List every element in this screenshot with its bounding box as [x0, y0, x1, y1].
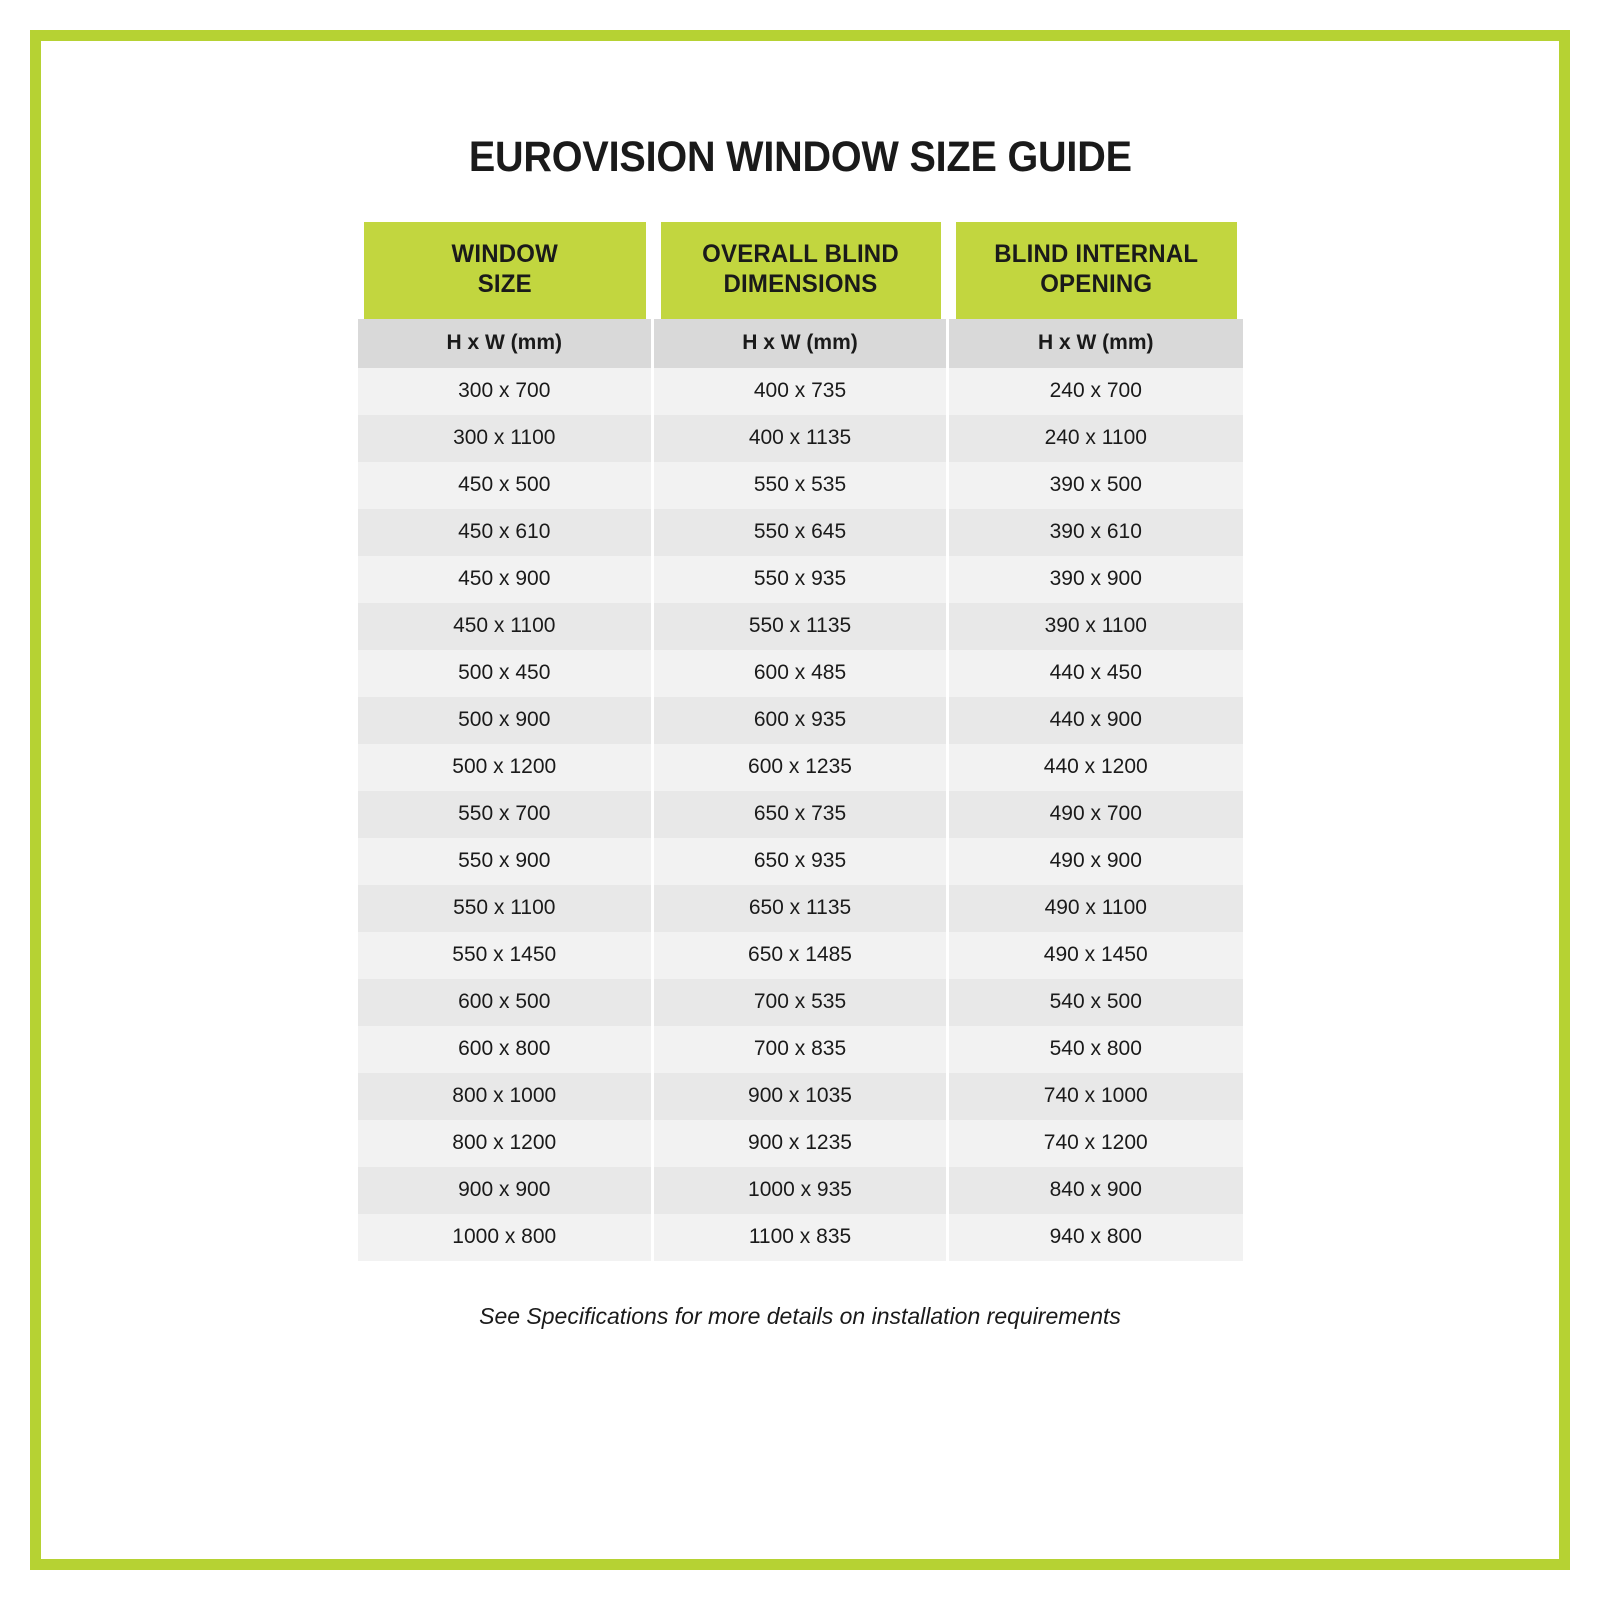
table-cell: 490 x 1450	[948, 932, 1243, 979]
table-cell: 900 x 900	[358, 1167, 653, 1214]
table-cell: 600 x 485	[653, 650, 948, 697]
table-cell: 300 x 1100	[358, 415, 653, 462]
column-header-blind-internal-opening	[953, 222, 1236, 319]
table-cell: 540 x 800	[948, 1026, 1243, 1073]
table-row	[358, 1214, 1243, 1261]
table-cell: 440 x 1200	[948, 744, 1243, 791]
subheader-window-size-units: H x W (mm)	[358, 319, 653, 368]
table-cell: 900 x 1235	[653, 1120, 948, 1167]
table-cell: 650 x 1485	[653, 932, 948, 979]
table-cell: 500 x 900	[358, 697, 653, 744]
table-cell: 390 x 1100	[948, 603, 1243, 650]
table-cell: 650 x 735	[653, 791, 948, 838]
table-cell: 550 x 645	[653, 509, 948, 556]
column-header-overall-blind-dimensions	[658, 222, 941, 319]
table-cell: 550 x 900	[358, 838, 653, 885]
column-header-window-size-line1: WINDOW	[451, 240, 558, 268]
table-cell: 940 x 800	[948, 1214, 1243, 1261]
table-cell: 550 x 935	[653, 556, 948, 603]
table-cell: 800 x 1000	[358, 1073, 653, 1120]
table-cell: 650 x 935	[653, 838, 948, 885]
table-cell: 240 x 700	[948, 368, 1243, 415]
table-cell: 400 x 1135	[653, 415, 948, 462]
table-cell: 740 x 1200	[948, 1120, 1243, 1167]
table-cell: 840 x 900	[948, 1167, 1243, 1214]
document-frame	[30, 30, 1570, 1570]
column-header-blind-internal-opening-line1: BLIND INTERNAL	[993, 240, 1198, 268]
table-cell: 700 x 835	[653, 1026, 948, 1073]
table-cell: 300 x 700	[358, 368, 653, 415]
column-header-window-size-line2: SIZE	[477, 269, 532, 298]
table-row	[358, 556, 1243, 603]
column-header-overall-blind-dimensions-line1: OVERALL BLIND	[701, 240, 899, 268]
table-row	[358, 885, 1243, 932]
table-cell: 240 x 1100	[948, 415, 1243, 462]
column-header-window-size	[363, 222, 646, 319]
table-cell: 550 x 1450	[358, 932, 653, 979]
table-cell: 450 x 1100	[358, 603, 653, 650]
table-row	[358, 1073, 1243, 1120]
table-cell: 390 x 500	[948, 462, 1243, 509]
table-row	[358, 697, 1243, 744]
table-cell: 550 x 1100	[358, 885, 653, 932]
table-row	[358, 509, 1243, 556]
table-row	[358, 979, 1243, 1026]
table-cell: 440 x 450	[948, 650, 1243, 697]
table-cell: 550 x 535	[653, 462, 948, 509]
size-table-wrapper	[358, 222, 1243, 1261]
table-cell: 600 x 500	[358, 979, 653, 1026]
table-cell: 1100 x 835	[653, 1214, 948, 1261]
table-cell: 450 x 610	[358, 509, 653, 556]
table-cell: 700 x 535	[653, 979, 948, 1026]
table-cell: 740 x 1000	[948, 1073, 1243, 1120]
page-title: EUROVISION WINDOW SIZE GUIDE	[468, 133, 1132, 181]
column-header-blind-internal-opening-line2: OPENING	[1039, 269, 1152, 298]
table-subheader-row	[358, 319, 1243, 368]
table-cell: 390 x 900	[948, 556, 1243, 603]
table-row	[358, 1026, 1243, 1073]
column-header-overall-blind-dimensions-line2: DIMENSIONS	[723, 269, 877, 298]
table-cell: 490 x 1100	[948, 885, 1243, 932]
table-cell: 490 x 900	[948, 838, 1243, 885]
table-cell: 450 x 900	[358, 556, 653, 603]
footnote: See Specifications for more details on installation requirements	[479, 1303, 1121, 1329]
subheader-internal-opening-units: H x W (mm)	[948, 319, 1243, 368]
table-cell: 500 x 450	[358, 650, 653, 697]
table-row	[358, 838, 1243, 885]
table-row	[358, 603, 1243, 650]
table-cell: 540 x 500	[948, 979, 1243, 1026]
table-row	[358, 415, 1243, 462]
table-row	[358, 744, 1243, 791]
table-header-row	[358, 222, 1243, 319]
subheader-overall-blind-units: H x W (mm)	[653, 319, 948, 368]
window-size-table	[358, 222, 1243, 1261]
table-row	[358, 650, 1243, 697]
table-cell: 550 x 1135	[653, 603, 948, 650]
table-cell: 600 x 800	[358, 1026, 653, 1073]
table-cell: 400 x 735	[653, 368, 948, 415]
table-row	[358, 1167, 1243, 1214]
table-cell: 500 x 1200	[358, 744, 653, 791]
table-cell: 650 x 1135	[653, 885, 948, 932]
table-cell: 390 x 610	[948, 509, 1243, 556]
table-row	[358, 368, 1243, 415]
table-cell: 550 x 700	[358, 791, 653, 838]
table-row	[358, 1120, 1243, 1167]
table-cell: 800 x 1200	[358, 1120, 653, 1167]
table-cell: 490 x 700	[948, 791, 1243, 838]
table-body	[358, 368, 1243, 1261]
table-row	[358, 791, 1243, 838]
table-cell: 1000 x 935	[653, 1167, 948, 1214]
table-cell: 450 x 500	[358, 462, 653, 509]
table-cell: 600 x 935	[653, 697, 948, 744]
table-row	[358, 932, 1243, 979]
table-cell: 440 x 900	[948, 697, 1243, 744]
table-header	[358, 222, 1243, 368]
table-cell: 900 x 1035	[653, 1073, 948, 1120]
table-cell: 600 x 1235	[653, 744, 948, 791]
table-row	[358, 462, 1243, 509]
table-cell: 1000 x 800	[358, 1214, 653, 1261]
